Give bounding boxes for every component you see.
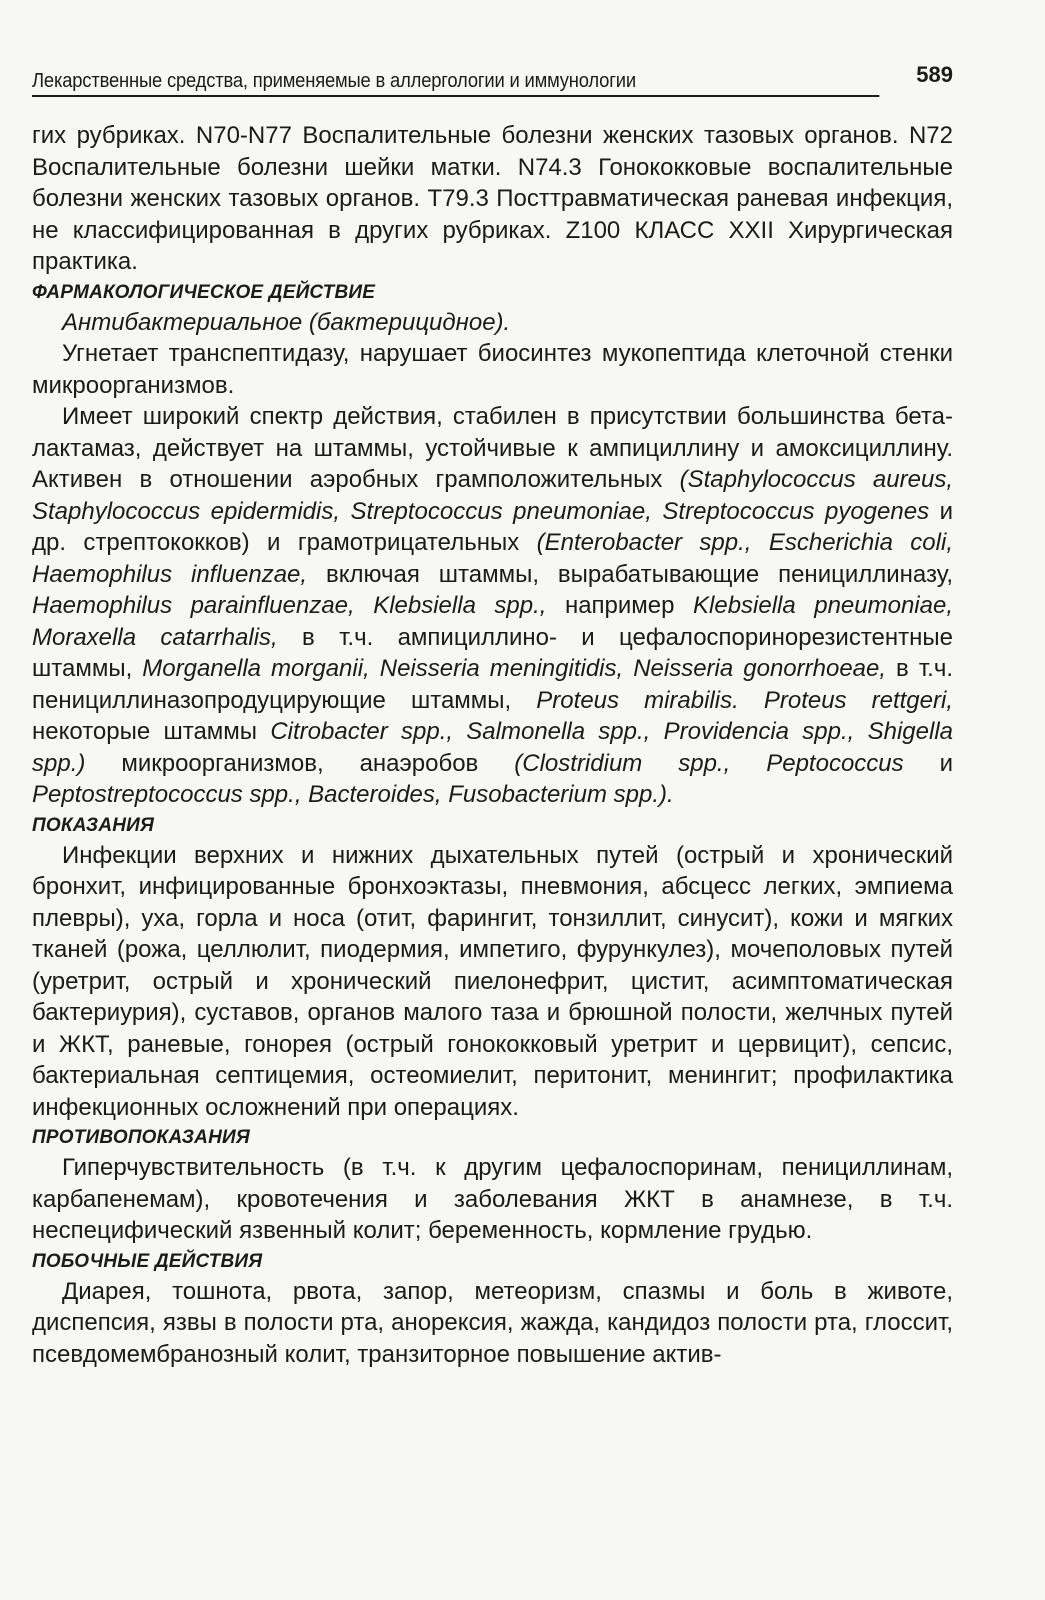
organism-list: (Enterobacter spp., Escherichia coli, Haemophilus influenzae, [32,529,953,588]
text-run: микроорганизмов, анаэробов [85,749,515,777]
pharm-action-paragraph-2 [32,401,953,811]
organism-list: Morganella morganii, Neisseria meningitidis, Neisseria gonorrhoeae, [142,655,887,682]
running-head: Лекарственные средства, применяемые в аллергологии и иммунологии [32,70,879,97]
text-run: например [546,592,693,619]
organism-list: Proteus mirabilis. Proteus rettgeri, [536,686,953,714]
indications-paragraph: Инфекции верхних и нижних дыхательных путей (острый и хронический бронхит, инфицированные бронхоэктазы, пневмония, абсцесс легких, эмпиема плевры), уха, горла и носа (отит, фарингит, тонзиллит, синусит), кожи и мягких тканей (рожа, целлюлит, пиодермия, импетиго, фурункулез), мочеполовых путей (уретрит, острый и хронический пиелонефрит, цистит, асимптоматическая бактериурия), суставов, органов малого таза и брюшной полости, желчных путей и ЖКТ, раневые, гонорея (острый гонококковый уретрит и цервицит), сепсис, бактериальная септицемия, остеомиелит, перитонит, менингит; профилактика инфекционных осложнений при операциях. [32,841,953,1121]
organism-list: Klebsiella pneumoniae, Moraxella catarrhalis, [32,592,953,651]
intro-paragraph: гих рубриках. N70-N77 Воспалительные болезни женских тазовых органов. N72 Воспалительные болезни шейки матки. N74.3 Гонококковые воспалительные болезни женских тазовых органов. T79.3 Посттравматическая раневая инфекция, не классифицированная в других рубриках. Z100 КЛАСС XXII Хирургическая практика. [32,122,953,275]
organism-list: Peptostreptococcus spp., Bacteroides, Fusobacterium spp.). [32,781,674,808]
contraindications-paragraph: Гиперчувствительность (в т.ч. к другим цефалоспоринам, пенициллинам, карбапенемам), кровотечения и заболевания ЖКТ в анамнезе, в т.ч. неспецифический язвенный колит; беременность, кормление грудью. [32,1154,953,1244]
organism-list: (Staphylococcus aureus, Staphylococcus epidermidis, Streptococcus pneumoniae, Streptococcus pyogenes [32,466,953,525]
text-run: и др. стрептококков) и грамотрицательных [32,497,954,556]
pharm-action-subtitle: Антибактериальное (бактерицидное). [62,308,511,336]
text-run: включая штаммы, вырабатывающие пенициллиназу, [307,560,953,588]
text-run: Имеет широкий спектр действия, стабилен в присутствии большинства бета-лактамаз, действует на штаммы, устойчивые к ампициллину и амоксициллину. Активен в отношении аэробных грамположительных [32,403,953,493]
pharm-action-paragraph-1: Угнетает транспептидазу, нарушает биосинтез мукопептида клеточной стенки микроорганизмов. [32,340,953,399]
text-run: в т.ч. пенициллиназопродуцирующие штаммы, [32,655,953,714]
organism-list: (Clostridium spp., Peptococcus [514,749,904,777]
page-number: 589 [916,62,953,87]
text-run: в т.ч. ампициллино- и цефалоспоринорезистентные штаммы, [32,623,953,682]
pharm-action-heading: ФАРМАКОЛОГИЧЕСКОЕ ДЕЙСТВИЕ [32,281,376,303]
text-run: некоторые штаммы [32,718,271,745]
text-run: и [903,749,954,777]
side-effects-paragraph: Диарея, тошнота, рвота, запор, метеоризм, спазмы и боль в животе, диспепсия, язвы в полости рта, анорексия, жажда, кандидоз полости рта, глоссит, псевдомембранозный колит, транзиторное повышение актив- [32,1277,953,1368]
indications-heading: ПОКАЗАНИЯ [32,814,155,836]
side-effects-heading: ПОБОЧНЫЕ ДЕЙСТВИЯ [32,1250,263,1272]
organism-list: Citrobacter spp., Salmonella spp., Providencia spp., Shigella spp.) [32,718,953,777]
organism-list: Haemophilus parainfluenzae, Klebsiella spp., [32,592,547,619]
contraindications-heading: ПРОТИВОПОКАЗАНИЯ [32,1127,250,1148]
main-text [32,120,953,1370]
